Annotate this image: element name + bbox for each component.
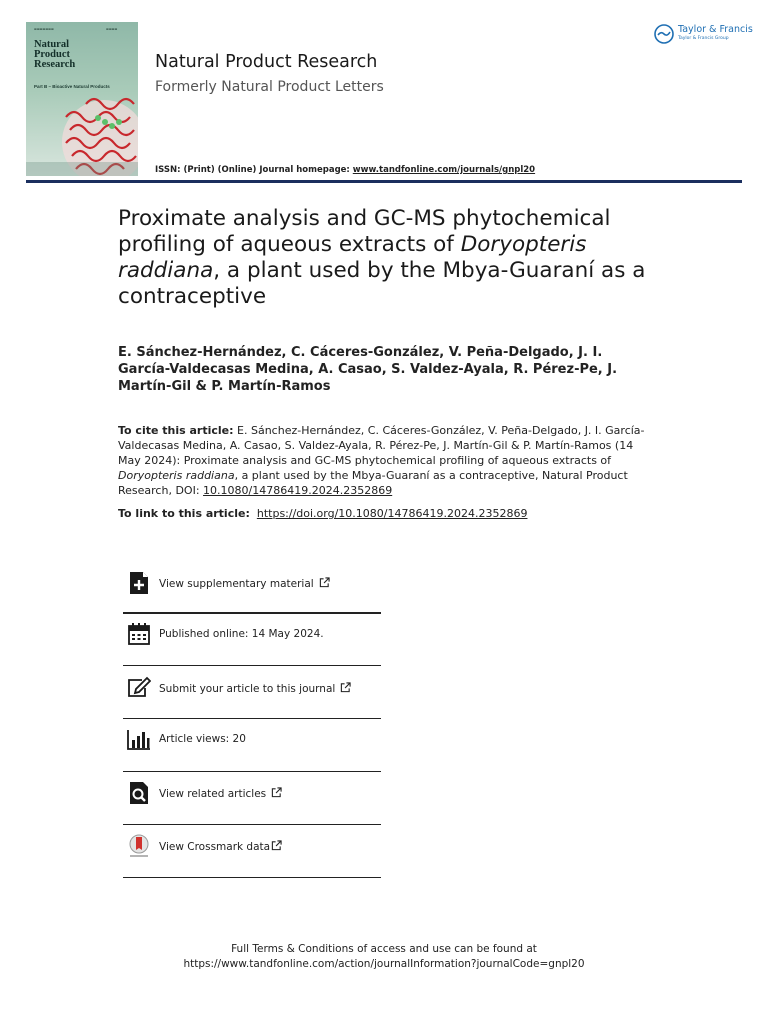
info-divider: [123, 877, 381, 878]
footer-terms-url[interactable]: https://www.tandfonline.com/action/journalInformation?journalCode=gnpl20: [183, 958, 585, 970]
citation-text: E. Sánchez-Hernández, C. Cáceres-González, V. Peña-Delgado, J. I. García-Valdecasas Medina, A. Casao, S. Valdez-Ayala, R. Pérez-Pe, J. Martín-Gil & P. Martín-Ramos (14 May 2024): Proximate analysis and GC-MS phytochemical profiling of aqueous extracts of: [118, 424, 645, 467]
external-link-icon: [271, 840, 282, 851]
info-label: View related articles: [159, 788, 267, 800]
citation-label: To cite this article:: [118, 424, 234, 437]
citation-species: Doryopteris raddiana: [118, 469, 235, 482]
view-related-articles[interactable]: [123, 773, 381, 813]
header-divider: [26, 180, 742, 183]
view-supplementary-material[interactable]: [123, 563, 381, 603]
info-label: View supplementary material: [159, 578, 314, 590]
cover-small-print: ▬▬▬▬▬▬▬: [34, 27, 54, 31]
info-label: View Crossmark data: [159, 841, 271, 853]
journal-cover-image: [26, 22, 138, 176]
article-link-label: To link to this article:: [118, 507, 250, 520]
info-label: Submit your article to this journal: [159, 683, 336, 695]
supplementary-plus-icon: [127, 571, 151, 595]
publisher-logo[interactable]: [654, 22, 753, 46]
article-title-text-end: , a plant used by the Mbya-Guaraní as a contraceptive: [118, 258, 646, 309]
cover-title: Natural Product Research: [34, 39, 76, 70]
submit-article-link[interactable]: [123, 668, 381, 708]
issn-text: ISSN: (Print) (Online) Journal homepage:: [155, 165, 353, 175]
info-divider: [123, 771, 381, 772]
info-label: Published online: 14 May 2024.: [159, 628, 324, 640]
article-title-species: Doryopteris raddiana: [118, 232, 587, 283]
citation-doi-link[interactable]: 10.1080/14786419.2024.2352869: [203, 484, 393, 497]
footer-terms-line: Full Terms & Conditions of access and use can be found at: [231, 943, 537, 955]
info-divider: [123, 824, 381, 825]
journal-subtitle: Formerly Natural Product Letters: [155, 79, 384, 95]
article-title-text: Proximate analysis and GC-MS phytochemical profiling of aqueous extracts of: [118, 206, 611, 257]
cover-small-print: ▬▬▬▬: [106, 27, 118, 31]
journal-homepage-link[interactable]: www.tandfonline.com/journals/gnpl20: [352, 165, 536, 175]
article-doi-link[interactable]: https://doi.org/10.1080/14786419.2024.2352869: [256, 507, 528, 520]
edit-pencil-icon: [127, 676, 151, 700]
citation-text-end: , a plant used by the Mbya-Guaraní as a contraceptive, Natural Product Research, DOI:: [118, 469, 628, 497]
issn-line: [155, 165, 535, 175]
external-link-icon: [271, 787, 282, 798]
article-views: [123, 719, 381, 759]
article-authors: E. Sánchez-Hernández, C. Cáceres-González, V. Peña-Delgado, J. I. García-Valdecasas Medina, A. Casao, S. Valdez-Ayala, R. Pérez-Pe, J. Martín-Gil & P. Martín-Ramos: [118, 345, 618, 394]
citation-block: [118, 423, 648, 498]
related-articles-search-icon: [127, 781, 151, 805]
article-title: [118, 206, 658, 310]
cover-subtitle: Part B – Bioactive Natural Products: [34, 84, 110, 89]
external-link-icon: [340, 682, 351, 693]
journal-title[interactable]: Natural Product Research: [155, 52, 378, 72]
external-link-icon: [319, 577, 330, 588]
article-link-line: [118, 507, 648, 520]
info-label: Article views: 20: [159, 733, 246, 745]
calendar-icon: [127, 622, 151, 646]
publisher-name: Taylor & Francis: [678, 24, 753, 35]
view-crossmark-data[interactable]: [123, 826, 381, 866]
publisher-logo-icon: [654, 24, 674, 44]
info-divider: [123, 665, 381, 666]
publisher-group: Taylor & Francis Group: [678, 36, 729, 41]
crossmark-icon: [127, 834, 151, 858]
published-online: [123, 614, 381, 654]
bar-chart-icon: [127, 727, 151, 751]
